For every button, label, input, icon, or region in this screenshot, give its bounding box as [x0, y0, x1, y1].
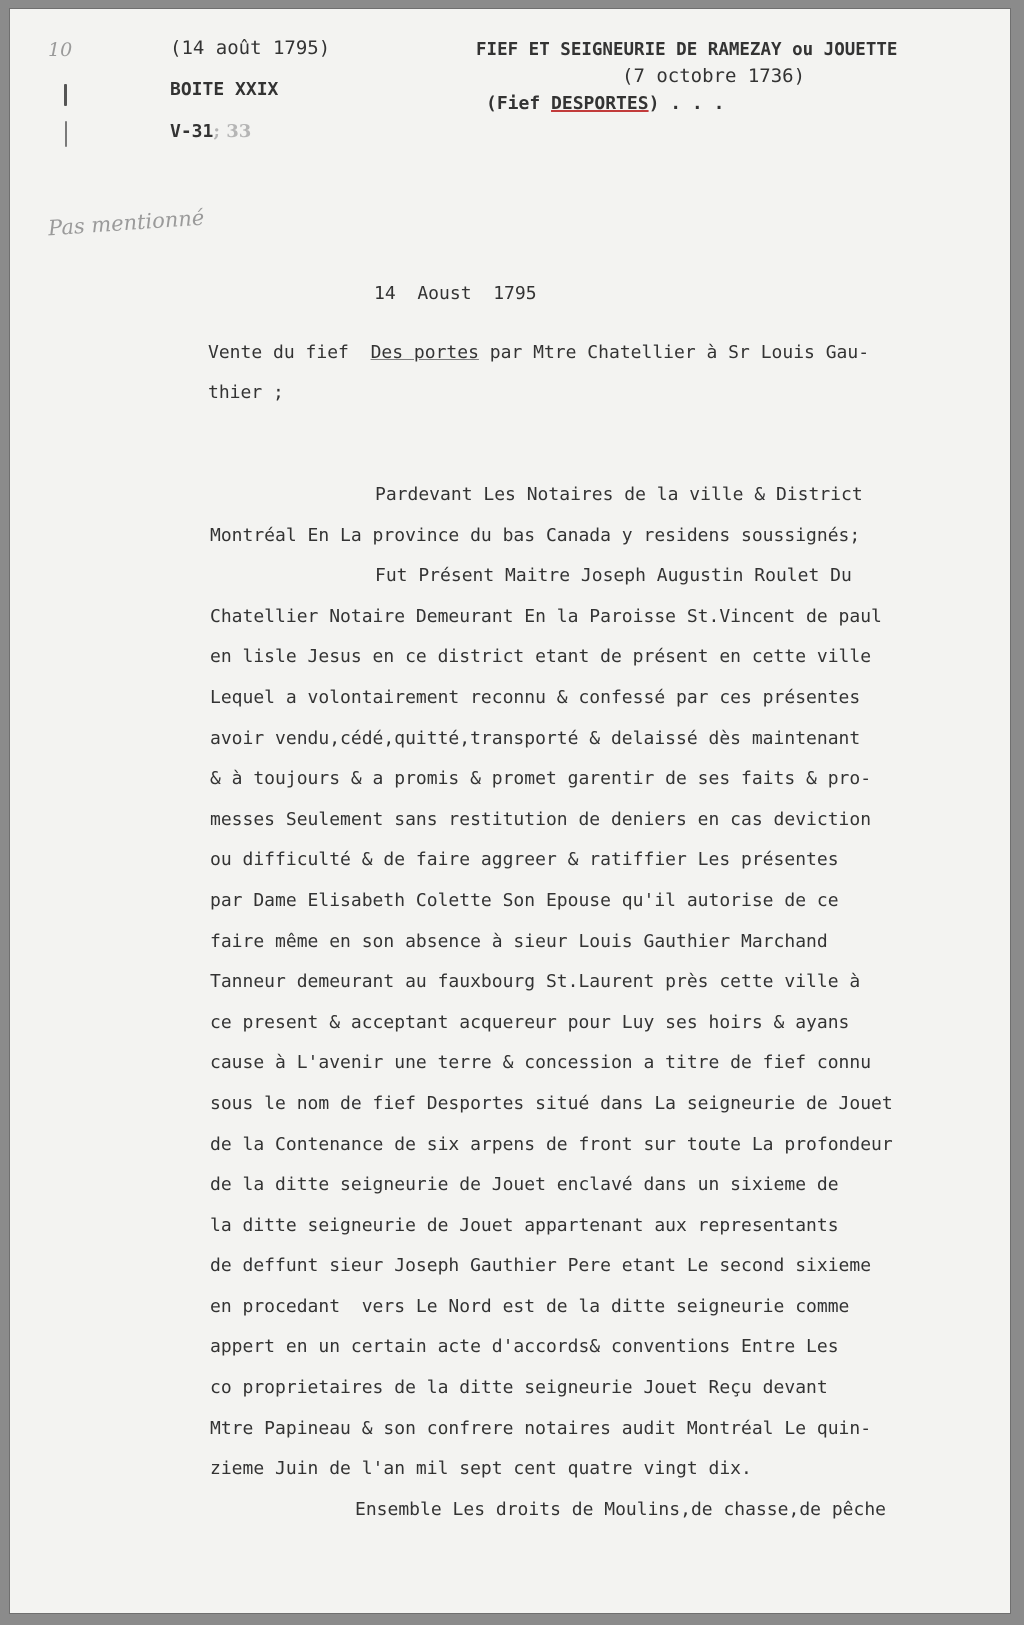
body-line: de deffunt sieur Joseph Gauthier Pere etant Le second sixieme — [210, 1255, 872, 1277]
body-line: Montréal En La province du bas Canada y residens soussignés; — [210, 524, 861, 546]
body-line: ce present & acceptant acquereur pour Luy ses hoirs & ayans — [210, 1011, 850, 1033]
document-body — [210, 475, 990, 1530]
body-line: en procedant vers Le Nord est de la ditte seigneurie comme — [210, 1295, 850, 1317]
body-line: appert en un certain acte d'accords& conventions Entre Les — [210, 1336, 839, 1358]
body-line: en lisle Jesus en ce district etant de présent en cette ville — [210, 646, 872, 668]
document-page — [9, 8, 1011, 1614]
body-line: Ensemble Les droits de Moulins,de chasse,de pêche — [355, 1498, 887, 1520]
margin-mark — [65, 121, 67, 147]
body-line: par Dame Elisabeth Colette Son Epouse qu'il autorise de ce — [210, 889, 839, 911]
body-line: Mtre Papineau & son confrere notaires audit Montréal Le quin- — [210, 1417, 872, 1439]
header-reference — [170, 121, 251, 143]
body-line: zieme Juin de l'an mil sept cent quatre vingt dix. — [210, 1458, 752, 1480]
body-line: & à toujours & a promis & promet garentir de ses faits & pro- — [210, 768, 872, 790]
body-line: Chatellier Notaire Demeurant En la Paroisse St.Vincent de paul — [210, 605, 882, 627]
body-line: ou difficulté & de faire aggreer & ratiffier Les présentes — [210, 849, 839, 871]
body-line: sous le nom de fief Desportes situé dans La seigneurie de Jouet — [210, 1092, 893, 1114]
reference-suffix-annotation: ; 33 — [213, 121, 252, 142]
body-line: avoir vendu,cédé,quitté,transporté & delaissé dès maintenant — [210, 727, 861, 749]
fief-name: DESPORTES — [551, 93, 649, 114]
body-line: Lequel a volontairement reconnu & confessé par ces présentes — [210, 686, 861, 708]
body-line: messes Seulement sans restitution de deniers en cas deviction — [210, 808, 872, 830]
margin-mark — [64, 84, 67, 106]
body-line: faire même en son absence à sieur Louis Gauthier Marchand — [210, 930, 828, 952]
subject-line-2: thier ; — [208, 382, 284, 403]
body-line: de la Contenance de six arpens de front sur toute La profondeur — [210, 1133, 893, 1155]
body-line: Pardevant Les Notaires de la ville & District — [375, 484, 863, 505]
subject-suffix: par Mtre Chatellier à Sr Louis Gau- — [478, 342, 870, 363]
header-title: FIEF ET SEIGNEURIE DE RAMEZAY ou JOUETTE — [476, 40, 898, 60]
body-line: co proprietaires de la ditte seigneurie Jouet Reçu devant — [210, 1377, 828, 1399]
header-date: (14 août 1795) — [170, 37, 331, 59]
fief-prefix: (Fief — [486, 93, 552, 114]
subject-fief-name: Des portes — [370, 342, 479, 363]
body-line: Tanneur demeurant au fauxbourg St.Laurent près cette ville à — [210, 971, 861, 993]
body-line: cause à L'avenir une terre & concession a titre de fief connu — [210, 1052, 872, 1074]
page-number-annotation: 10 — [48, 39, 73, 61]
body-line: de la ditte seigneurie de Jouet enclavé dans un sixieme de — [210, 1174, 839, 1196]
body-line: la ditte seigneurie de Jouet appartenant aux representants — [210, 1214, 839, 1236]
header-box: BOITE XXIX — [170, 79, 279, 100]
header-right-date: (7 octobre 1736) — [622, 65, 806, 87]
document-date: 14 Aoust 1795 — [374, 283, 537, 304]
header-fief-line — [486, 93, 724, 115]
pencil-note-annotation: Pas mentionné — [47, 205, 205, 241]
body-line: Fut Présent Maitre Joseph Augustin Roulet Du — [375, 565, 852, 587]
fief-suffix: ) . . . — [648, 93, 725, 114]
reference-text: V-31 — [170, 121, 214, 142]
subject-prefix: Vente du fief — [208, 342, 371, 363]
subject-line-1 — [208, 342, 869, 364]
